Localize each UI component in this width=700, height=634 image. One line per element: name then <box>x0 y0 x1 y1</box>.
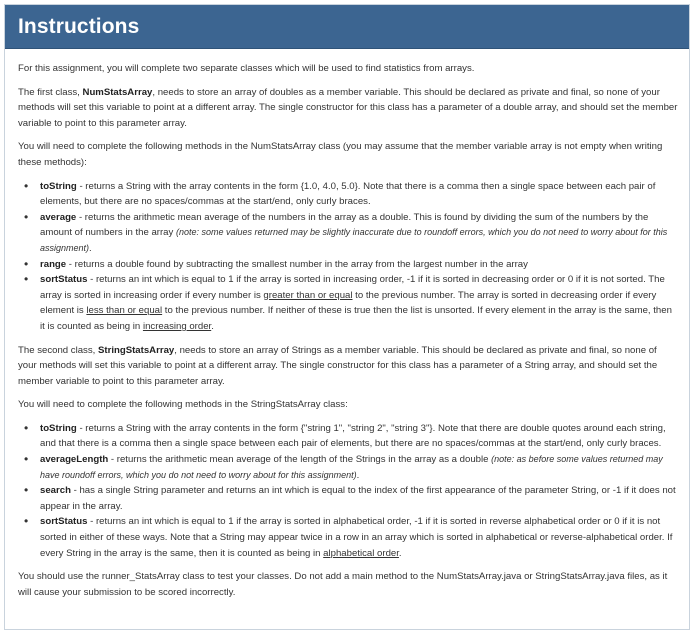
underlined-text: alphabetical order <box>323 547 399 559</box>
method-name: search <box>40 485 71 497</box>
str-methods-list <box>18 421 678 561</box>
intro-paragraph: For this assignment, you will complete two separate classes which will be used to find statistics from arrays. <box>18 63 475 74</box>
list-item: • sortStatus - returns an int which is equal to 1 if the array is sorted in alphabetical order, -1 if it is sorted in reverse alphabetical order or 0 if it is not sorted in either of these ways. Note that a String may appear twice in a row in an array which is sorted in alphabetical or reverse-alphabetical order. If every String in the array is the same, then it is counted as being in alphabetical order. <box>40 514 678 561</box>
underlined-text: less than or equal <box>86 305 163 317</box>
list-item: • average - returns the arithmetic mean average of the numbers in the array as a double. This is found by dividing the sum of the numbers by the amount of numbers in the array (note: some values returned may be slightly inaccurate due to roundoff errors, which you do not need to worry about for this assignment). <box>40 210 678 257</box>
method-name: range <box>40 258 67 270</box>
num-class-name: NumStatsArray <box>82 86 153 98</box>
underlined-text: increasing order <box>142 320 212 332</box>
method-name: sortStatus <box>40 516 88 528</box>
roundoff-note: (note: some values returned may be slightly inaccurate due to roundoff errors, which you do not need to worry about for this assignment) <box>40 227 668 253</box>
list-item: • averageLength - returns the arithmetic mean average of the length of the Strings in the array as a double (note: as before some values returned may have roundoff errors, which you do not need to worry about for this assignment). <box>40 452 678 483</box>
closing-paragraph: You should use the runner_StatsArray class to test your classes. Do not add a main method to the NumStatsArray.java or StringStatsArray.java files, as it will cause your submission to be scored incorrectly. <box>18 571 668 598</box>
list-item: • toString - returns a String with the array contents in the form {"string 1", "string 2", "string 3"}. Note that there are double quotes around each string, and that there is a comma then a single space between each pair of elements, but there are no spaces/commas at the start/end, only curly braces. <box>40 421 678 452</box>
str-methods-intro: You will need to complete the following methods in the StringStatsArray class: <box>18 399 348 411</box>
num-methods-intro: You will need to complete the following methods in the NumStatsArray class (you may assume that the member variable array is not empty when writing these methods): <box>18 141 663 168</box>
list-item: • toString - returns a String with the array contents in the form {1.0, 4.0, 5.0}. Note that there is a comma then a single space between each pair of elements, but there are no spaces/commas at the start/end, only curly braces. <box>40 179 678 210</box>
method-name: averageLength <box>40 454 109 466</box>
instructions-header <box>5 5 689 49</box>
list-item: • range - returns a double found by subtracting the smallest number in the array from the largest number in the array <box>40 257 678 273</box>
list-item: • sortStatus - returns an int which is equal to 1 if the array is sorted in increasing order, -1 if it is sorted in decreasing order or 0 if it is not sorted. The array is sorted in increasing order if every number is greater than or equal to the previous number. The array is sorted in decreasing order if every element is less than or equal to the previous number. If neither of these is true then the list is unsorted. If every element in the array is the same, then it is counted as being in increasing order. <box>40 272 678 334</box>
underlined-text: greater than or equal <box>263 289 353 301</box>
method-name: average <box>40 211 77 223</box>
page-title: Instructions <box>18 14 140 38</box>
num-methods-list <box>18 179 678 335</box>
roundoff-note: (note: as before some values returned may have roundoff errors, which you do not need to worry about for this assignment) <box>40 454 663 480</box>
method-name: toString <box>40 180 77 192</box>
list-item: • search - has a single String parameter and returns an int which is equal to the index of the first appearance of the parameter String, or -1 if it does not appear in the array. <box>40 483 678 514</box>
instructions-body <box>5 49 689 600</box>
instructions-panel <box>4 4 690 630</box>
num-class-paragraph: The first class, NumStatsArray, needs to store an array of doubles as a member variable. This should be declared as private and final, so none of your methods will set this variable to point at a different array. The single constructor for this class has a parameter of a double array, and should set the member variable to point to this parameter array. <box>18 86 678 129</box>
method-name: toString <box>40 422 77 434</box>
str-class-paragraph: The second class, StringStatsArray, needs to store an array of Strings as a member variable. This should be declared as private and final, so none of your methods will set this variable to point at a different array. The single constructor for this class has a parameter of a String array, and should set the member variable to point to this parameter array. <box>18 344 658 387</box>
method-name: sortStatus <box>40 274 88 286</box>
str-class-name: StringStatsArray <box>98 344 175 356</box>
